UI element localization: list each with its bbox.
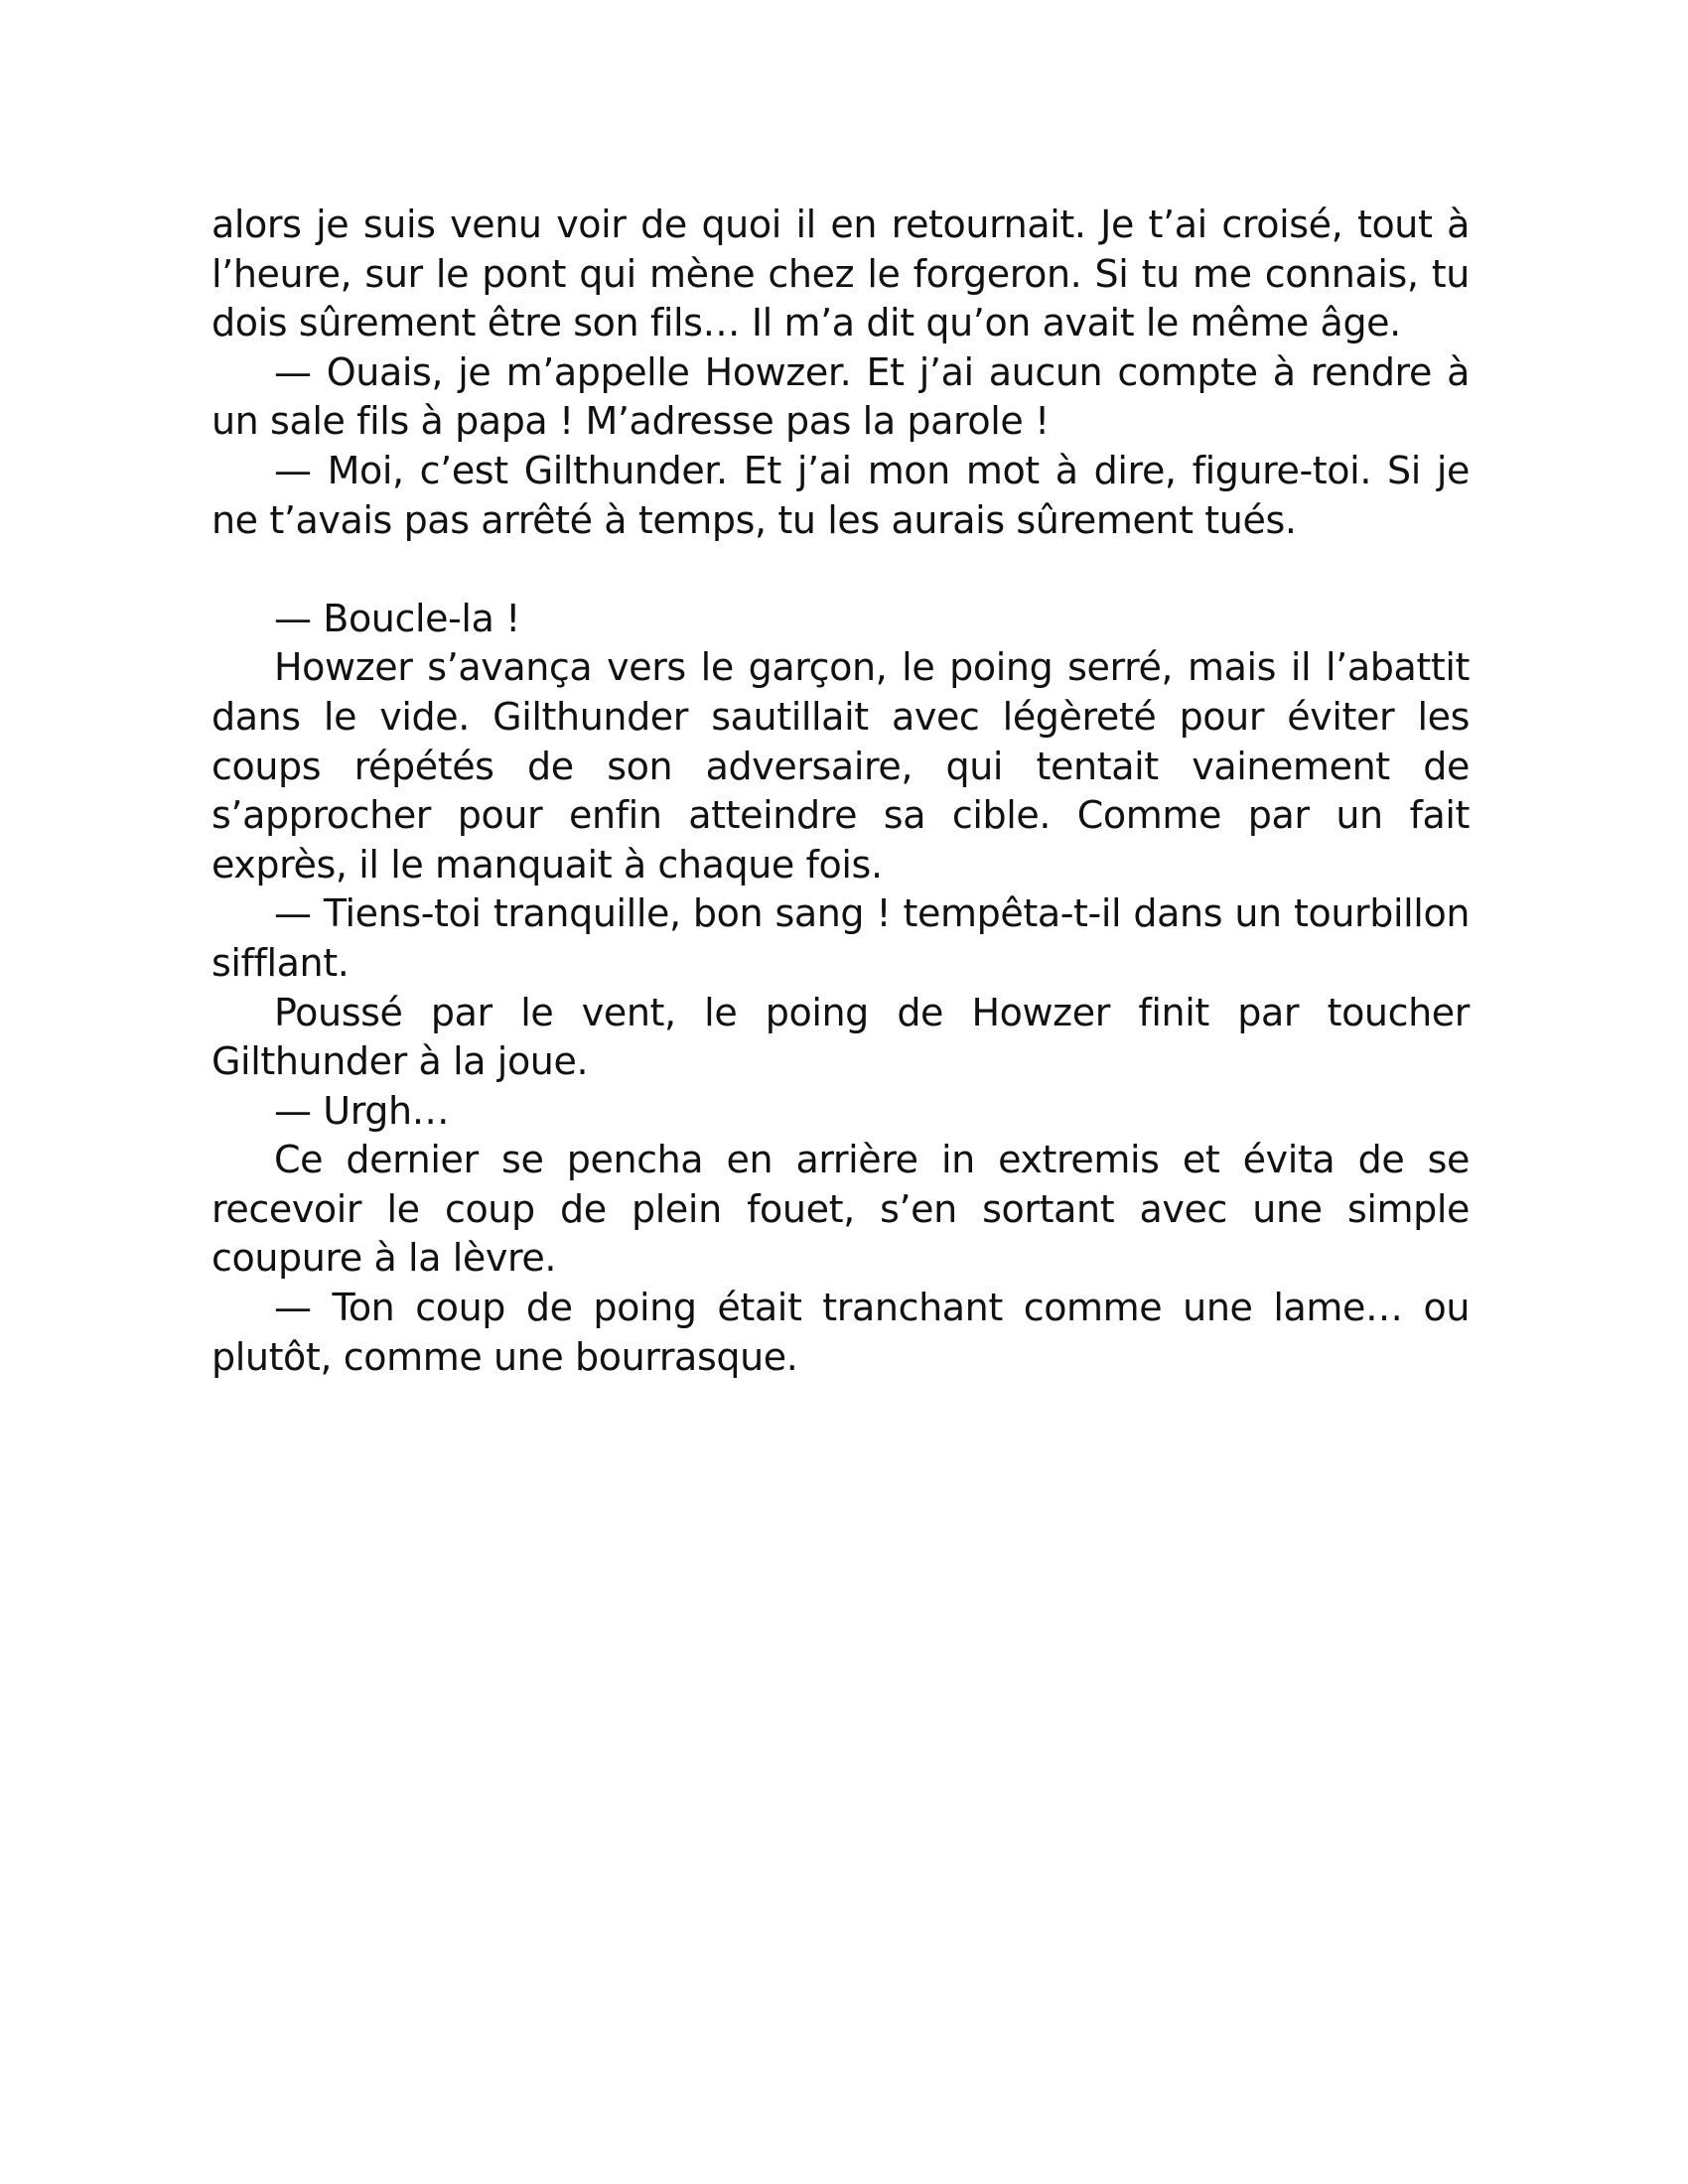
paragraph-dodge: Ce dernier se pencha en arrière in extremis et évita de se recevoir le coup de plein fouet, s’en sortant avec une simple coupure à la lèvre. (211, 1138, 1470, 1281)
dialogue-urgh: — Urgh… (274, 1088, 450, 1133)
paragraph-punch: Poussé par le vent, le poing de Howzer finit par toucher Gilthunder à la joue. (211, 990, 1470, 1084)
paragraph-continuation: alors je suis venu voir de quoi il en retournait. Je t’ai croisé, tout à l’heure, sur le pont qui mène chez le forgeron. Si tu me connais, tu dois sûrement être son fils… Il m’a dit qu’on avait le même âge. (211, 203, 1470, 345)
dialogue-tiens-toi: — Tiens-toi tranquille, bon sang ! tempêta-t-il dans un tourbillon sifflant. (211, 891, 1470, 985)
dialogue-boucle-la: — Boucle-la ! (274, 596, 520, 640)
dialogue-gilthunder-intro: — Moi, c’est Gilthunder. Et j’ai mon mot à dire, figure-toi. Si je ne t’avais pas arrêté à temps, tu les aurais sûrement tués. (211, 448, 1470, 542)
body-text (211, 201, 1470, 1382)
dialogue-coup-de-poing: — Ton coup de poing était tranchant comme une lame… ou plutôt, comme une bourrasque. (211, 1286, 1470, 1379)
dialogue-howzer-intro: — Ouais, je m’appelle Howzer. Et j’ai aucun compte à rendre à un sale fils à papa ! M’adresse pas la parole ! (211, 349, 1470, 444)
paragraph-fight: Howzer s’avança vers le garçon, le poing serré, mais il l’abattit dans le vide. Gilthunder sautillait avec légèreté pour éviter les coups répétés de son adversaire, qui tentait vainement de s’approcher pour enfin atteindre sa cible. Comme par un fait exprès, il le manquait à chaque fois. (211, 645, 1470, 887)
